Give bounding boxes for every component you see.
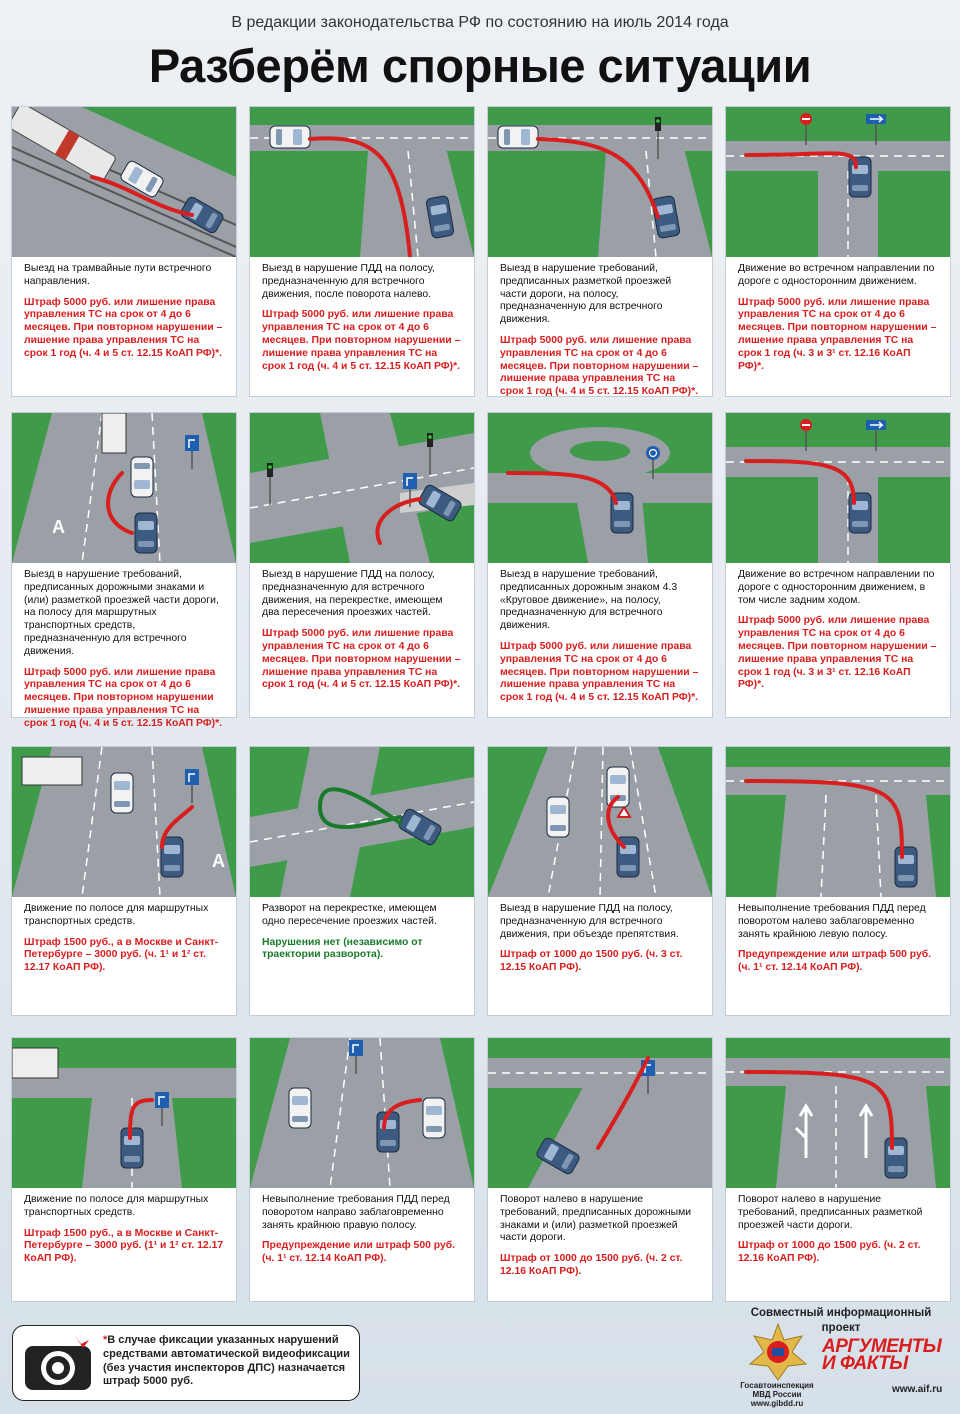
card-text: [250, 563, 474, 692]
situation-description: Выезд в нарушение ПДД на полосу, предназначенную для встречного движения, после поворота налево.: [262, 263, 435, 300]
blue-car: [377, 1112, 399, 1152]
situation-card: [487, 746, 713, 1016]
situation-illustration: [250, 107, 474, 257]
white-car: [131, 457, 153, 497]
situation-description: Выезд на трамвайные пути встречного направления.: [24, 263, 212, 287]
situation-illustration: [250, 1038, 474, 1188]
situation-card: [11, 1037, 237, 1302]
card-text: [488, 897, 712, 975]
card-text: [12, 897, 236, 975]
situation-card: [725, 1037, 951, 1302]
penalty-text: Штраф 5000 руб. или лишение права управления ТС на срок от 4 до 6 месяцев. При повторном нарушении – лишение права управления ТС на срок 1 год (ч. 4 и 5 ст. 12.15 КоАП РФ)*.: [24, 296, 223, 359]
situation-illustration: [488, 413, 712, 563]
situation-card: [11, 412, 237, 729]
aif-site: www.aif.ru: [892, 1384, 943, 1395]
situation-illustration: [488, 107, 712, 257]
card-text: [726, 563, 950, 692]
white-car: [270, 126, 310, 148]
card-text: [488, 257, 712, 399]
white-car: [498, 126, 538, 148]
situation-card: [11, 106, 237, 397]
penalty-text: Штраф от 1000 до 1500 руб. (ч. 3 ст. 12.15 КоАП РФ).: [500, 949, 683, 974]
situation-description: Выезд в нарушение требований, предписанных дорожными знаками и (или) разметкой проезжей части дороги, на полосу для маршрутных транспортных средств, предназначенную для встречного движения.: [24, 569, 219, 657]
situation-illustration: [726, 107, 950, 257]
situation-description: Движение во встречном направлении по дороге с односторонним движением.: [738, 263, 935, 287]
footnote-body: В случае фиксации указанных нарушений средствами автоматической видеофиксации (без участия инспекторов ДПС) назначается штраф 5000 руб.: [103, 1334, 350, 1388]
footnote-box: [12, 1325, 360, 1401]
situation-card: [725, 106, 951, 397]
edition-note: В редакции законодательства РФ по состоянию на июль 2014 года: [231, 14, 729, 31]
penalty-text: Штраф 1500 руб., а в Москве и Санкт-Петербурге – 3000 руб. (1¹ и 1² ст. 12.17 КоАП РФ).: [24, 1227, 224, 1265]
situation-illustration: [12, 747, 236, 897]
camera-icon: [23, 1336, 93, 1392]
card-text: [726, 897, 950, 975]
blue-car: [885, 1138, 907, 1178]
situation-illustration: [12, 413, 236, 563]
aif-logo-line2: И ФАКТЫ: [822, 1353, 908, 1375]
penalty-text: Предупреждение или штраф 500 руб. (ч. 1¹ ст. 12.14 КоАП РФ).: [738, 949, 932, 974]
situation-card: [249, 412, 475, 718]
situation-description: Невыполнение требования ПДД перед поворотом налево заблаговременно занять крайнюю левую полосу.: [738, 903, 926, 940]
card-text: [12, 563, 236, 731]
situation-description: Движение по полосе для маршрутных транспортных средств.: [24, 903, 209, 927]
penalty-text: Штраф 5000 руб. или лишение права управления ТС на срок от 4 до 6 месяцев. При повторном нарушении лишение права управления ТС на срок 1 год (ч. 4 и 5 ст. 12.15 КоАП РФ)*.: [24, 666, 223, 729]
card-text: [726, 257, 950, 373]
situation-card: [487, 106, 713, 397]
bus-lane-letter: A: [212, 851, 225, 871]
situation-illustration: [12, 107, 236, 257]
penalty-text: Штраф 5000 руб. или лишение права управления ТС на срок от 4 до 6 месяцев. При повторном нарушении – лишение права управления ТС на срок 1 год (ч. 4 и 5 ст. 12.15 КоАП РФ)*.: [262, 309, 461, 372]
blue-car: [135, 513, 157, 553]
blue-car: [895, 847, 917, 887]
gibdd-caption: Госавтоинспекция МВД России www.gibdd.ru: [740, 1381, 814, 1409]
situation-description: Поворот налево в нарушение требований, предписанных разметкой проезжей части дороги.: [738, 1194, 923, 1231]
penalty-text: Штраф от 1000 до 1500 руб. (ч. 2 ст. 12.16 КоАП РФ).: [738, 1240, 921, 1265]
gibdd-emblem-icon: [748, 1322, 808, 1382]
card-text: [12, 1188, 236, 1266]
situation-card: [725, 412, 951, 718]
situation-illustration: [726, 413, 950, 563]
situation-card: [725, 746, 951, 1016]
situation-description: Движение во встречном направлении по дороге с односторонним движением, в том числе задним ходом.: [738, 569, 935, 606]
situation-card: [249, 746, 475, 1016]
card-text: [12, 257, 236, 361]
card-text: [488, 1188, 712, 1279]
bus: [12, 1048, 58, 1078]
situation-illustration: [488, 1038, 712, 1188]
card-text: [726, 1188, 950, 1266]
joint-project-label: Совместный информационный проект: [750, 1307, 932, 1334]
footnote-star: *: [103, 1334, 108, 1346]
footnote-text: [103, 1334, 353, 1389]
penalty-text: Штраф 5000 руб. или лишение права управления ТС на срок от 4 до 6 месяцев. При повторном нарушении – лишение права управления ТС на срок 1 год (ч. 3 и 3¹ ст. 12.16 КоАП РФ)*.: [738, 615, 937, 691]
penalty-text: Предупреждение или штраф 500 руб. (ч. 1¹ ст. 12.14 КоАП РФ).: [262, 1240, 456, 1265]
situation-description: Выезд в нарушение ПДД на полосу, предназначенную для встречного движения, при объезде препятствия.: [500, 903, 679, 940]
bus: [22, 757, 82, 785]
situation-card: [11, 746, 237, 1016]
aif-logo: [822, 1338, 952, 1373]
situation-illustration: [250, 413, 474, 563]
situation-illustration: [488, 747, 712, 897]
blue-car: [849, 157, 871, 197]
situation-illustration: [12, 1038, 236, 1188]
penalty-text: Штраф 1500 руб., а в Москве и Санкт-Петербурге – 3000 руб. (ч. 1¹ и 1² ст. 12.17 КоАП РФ).: [24, 936, 219, 974]
white-car: [547, 797, 569, 837]
card-text: [488, 563, 712, 705]
situation-card: [249, 106, 475, 397]
truck: [102, 413, 126, 453]
penalty-text: Штраф 5000 руб. или лишение права управления ТС на срок от 4 до 6 месяцев. При повторном нарушении – лишение права управления ТС на срок 1 год (ч. 3 и 3¹ ст. 12.16 КоАП РФ)*.: [738, 296, 937, 372]
situation-description: Разворот на перекрестке, имеющем одно пересечение проезжих частей.: [262, 903, 437, 927]
card-text: [250, 897, 474, 962]
situation-illustration: [726, 1038, 950, 1188]
situation-description: Выезд в нарушение требований, предписанных разметкой проезжей части дороги, на полосу, предназначенную для встречного движения.: [500, 263, 672, 326]
penalty-text: Нарушения нет (независимо от траектории разворота).: [262, 936, 423, 961]
stopped-car: [607, 767, 629, 807]
white-car: [289, 1088, 311, 1128]
situation-card: [487, 1037, 713, 1302]
situation-card: [249, 1037, 475, 1302]
situation-description: Невыполнение требования ПДД перед поворотом направо заблаговременно занять крайнюю правую полосу.: [262, 1194, 450, 1231]
roundabout-island: [570, 441, 630, 461]
situation-description: Движение по полосе для маршрутных транспортных средств.: [24, 1194, 209, 1218]
penalty-text: Штраф 5000 руб. или лишение права управления ТС на срок от 4 до 6 месяцев. При повторном нарушении – лишение права управления ТС на срок 1 год (ч. 4 и 5 ст. 12.15 КоАП РФ)*.: [262, 628, 461, 691]
situation-card: [487, 412, 713, 718]
situation-description: Выезд в нарушение ПДД на полосу, предназначенную для встречного движения, на перекрестке, имеющем два пересечения проезжих частей.: [262, 569, 443, 619]
white-car: [423, 1098, 445, 1138]
situation-description: Поворот налево в нарушение требований, предписанных дорожными знаками и (или) разметкой проезжей части дороги.: [500, 1194, 692, 1244]
bus-lane-letter: A: [52, 517, 65, 537]
situation-illustration: [250, 747, 474, 897]
card-text: [250, 257, 474, 373]
card-text: [250, 1188, 474, 1266]
penalty-text: Штраф 5000 руб. или лишение права управления ТС на срок от 4 до 6 месяцев. При повторном нарушении – лишение права управления ТС на срок 1 год (ч. 4 и 5 ст. 12.15 КоАП РФ)*.: [500, 640, 699, 704]
aif-logo-line1: АРГУМЕНТЫ: [822, 1336, 942, 1357]
situation-description: Выезд в нарушение требований, предписанных дорожным знаком 4.3 «Круговое движение», на полосу, предназначенную для встречного движения.: [500, 569, 678, 632]
penalty-text: Штраф 5000 руб. или лишение права управления ТС на срок от 4 до 6 месяцев. При повторном нарушении – лишение права управления ТС на срок 1 год (ч. 4 и 5 ст. 12.15 КоАП РФ)*.: [500, 334, 699, 398]
road: [776, 1086, 936, 1188]
situation-illustration: [726, 747, 950, 897]
penalty-text: Штраф от 1000 до 1500 руб. (ч. 2 ст. 12.16 КоАП РФ).: [500, 1253, 683, 1277]
page-title: Разберём спорные ситуации: [148, 39, 812, 92]
white-car: [111, 773, 133, 813]
